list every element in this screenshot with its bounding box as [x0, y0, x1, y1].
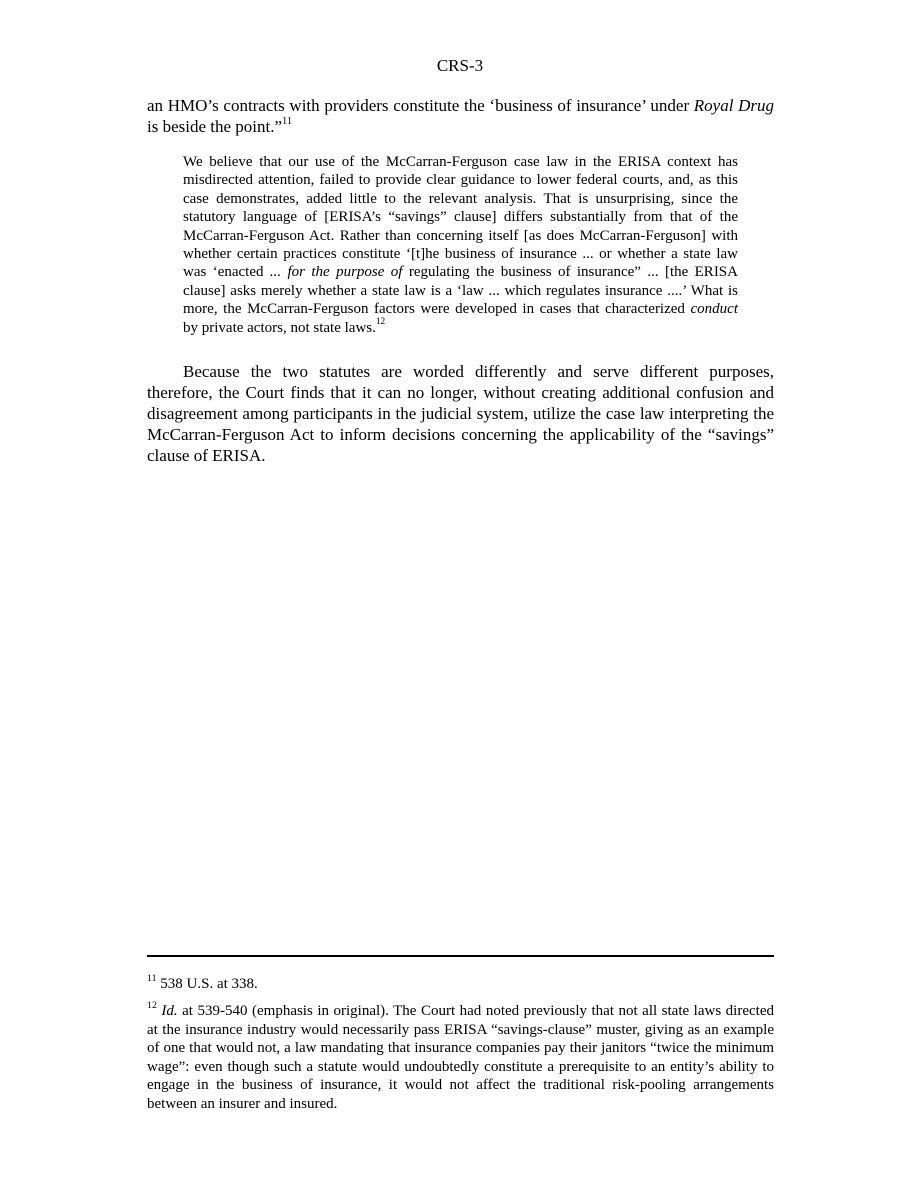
footnote-ref-12: 12: [375, 317, 386, 328]
case-name: Royal Drug: [693, 96, 774, 115]
quote-italic-1: ... for the purpose of: [269, 264, 403, 281]
paragraph-text: an HMO’s contracts with providers constitute the ‘business of insurance’ under: [147, 96, 694, 115]
body-paragraph: Because the two statutes are worded differently and serve different purposes, therefore, the Court finds that it can no longer, without creating additional confusion and disagreement among participants in the judicial system, utilize the case law interpreting the McCarran-Ferguson Act to inform decisions concerning the applicability of the “savings” clause of ERISA.: [147, 362, 774, 465]
quote-text-2: regulating the business of insurance” ... [the ERISA clause] asks merely whether a state law is a ‘law ... which regulates insurance ....’ What is more, the McCarran-Ferguson factors were developed in cases that characterized: [183, 264, 738, 318]
footnote-12: [147, 999, 774, 1113]
quote-text-3: by private actors, not state laws.: [183, 319, 376, 336]
footnote-number: 11: [147, 972, 157, 984]
quote-text-1: We believe that our use of the McCarran-Ferguson case law in the ERISA context has misdirected attention, failed to provide clear guidance to lower federal courts, and, as this case demonstrates, added little to the relevant analysis. That is unsurprising, since the statutory language of [ERISA’s “savings” clause] differs substantially from that of the McCarran-Ferguson Act. Rather than concerning itself [as does McCarran-Ferguson] with whether certain practices constitute ‘[t]he business of insurance ... or whether a state law was ‘enacted: [183, 154, 738, 281]
footnote-italic-cite: Id.: [161, 1003, 178, 1019]
footnote-separator: [147, 955, 774, 957]
block-quote: [183, 153, 738, 337]
footnote-text: at 539-540 (emphasis in original). The Court had noted previously that not all state laws directed at the insurance industry would necessarily pass ERISA “savings-clause” muster, giving as an example of one that would not, a law mandating that insurance companies pay their janitors “twice the minimum wage”: even though such a statute would undoubtedly constitute a prerequisite to an entity’s ability to engage in the business of insurance, it would not affect the traditional risk-pooling arrangements between an insurer and insured.: [147, 1003, 774, 1112]
footnote-ref-11: 11: [282, 115, 293, 127]
page-header: CRS-3: [436, 56, 484, 75]
footnote-number: 12: [147, 999, 157, 1011]
footnote-text: 538 U.S. at 338.: [156, 976, 258, 992]
quote-italic-2: conduct: [690, 301, 738, 318]
footnote-11: [147, 972, 774, 994]
body-paragraph-continuation: [147, 95, 774, 137]
paragraph-text-end: is beside the point.”: [147, 117, 283, 136]
